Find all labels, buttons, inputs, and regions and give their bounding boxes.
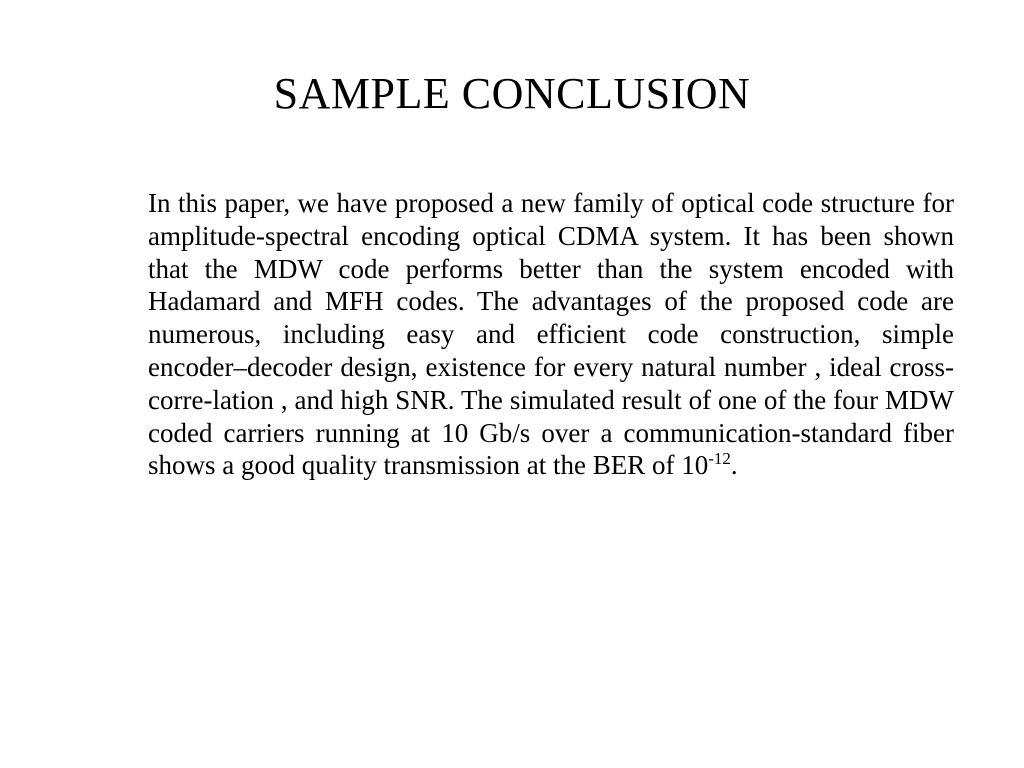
conclusion-text: In this paper, we have proposed a new family of optical code structure for amplitude-spectral encoding optical CDMA system. It has been shown that the MDW code performs better than the system encoded with Hadamard and MFH codes. The advantages of the proposed code are numerous, including easy and efficient code construction, simple encoder–decoder design, existence for every natural number , ideal cross-corre-lation , and high SNR. The simulated result of one of the four MDW coded carriers running at 10 Gb/s over a communication-standard fiber shows a good quality transmission at the BER of 10 — [148, 188, 954, 481]
ber-exponent: -12 — [708, 449, 731, 469]
sentence-end: . — [730, 450, 738, 481]
slide-title: SAMPLE CONCLUSION — [273, 69, 751, 118]
conclusion-paragraph — [148, 187, 954, 482]
